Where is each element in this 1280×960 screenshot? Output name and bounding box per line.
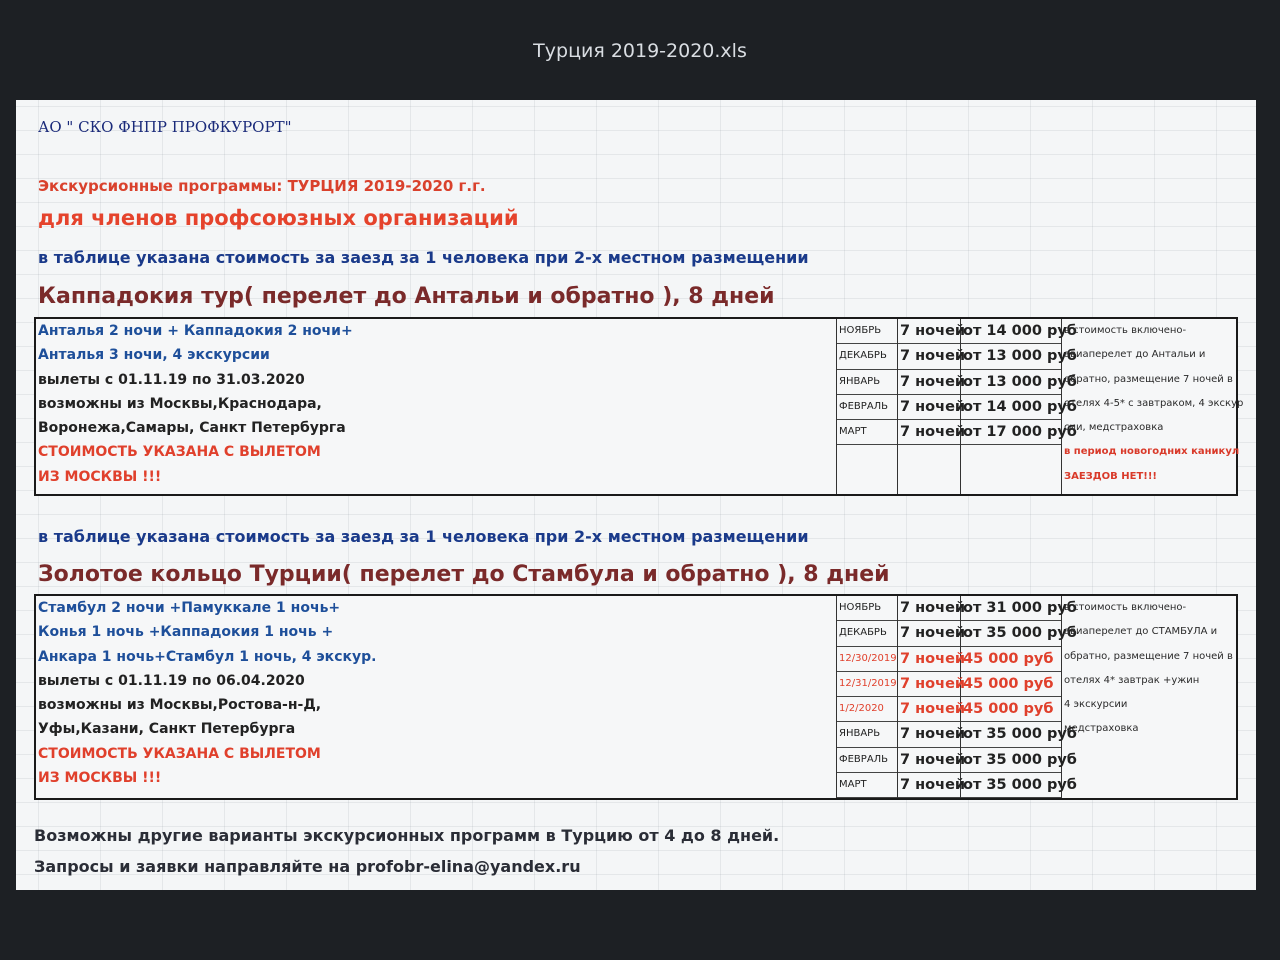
nights-value: 7 ночей	[898, 370, 960, 395]
nights-value: 7 ночей	[898, 596, 960, 621]
price-value: от 35 000 руб	[961, 722, 1061, 747]
month-column[interactable]	[837, 318, 898, 495]
tour-title: Каппадокия тур( перелет до Антальи и обратно ), 8 дней	[38, 284, 775, 309]
price-value: от 17 000 руб	[961, 420, 1061, 445]
footer-other-options: Возможны другие варианты экскурсионных программ в Турцию от 4 до 8 дней.	[34, 826, 780, 845]
empty-line	[898, 470, 960, 494]
month-label: МАРТ	[837, 420, 897, 445]
price-note: в таблице указана стоимость за заезд за 1 человека при 2-х местном размещении	[38, 248, 809, 267]
price-value: 45 000 руб	[961, 672, 1061, 697]
tour-table	[34, 317, 1244, 496]
included-cell[interactable]	[1062, 318, 1244, 495]
description-cell[interactable]	[35, 595, 837, 799]
included-line: отелях 4* завтрак +ужин	[1064, 674, 1200, 686]
month-label: ЯНВАРЬ	[837, 722, 897, 747]
empty-line	[837, 445, 897, 469]
price-value: от 13 000 руб	[961, 344, 1061, 369]
included-line: 4 экскурсии	[1064, 699, 1128, 711]
nights-value: 7 ночей	[898, 748, 960, 773]
description-line: СТОИМОСТЬ УКАЗАНА С ВЫЛЕТОМ	[38, 745, 321, 762]
month-label: ЯНВАРЬ	[837, 370, 897, 395]
description-line: Конья 1 ночь +Каппадокия 1 ночь +	[38, 624, 334, 641]
spreadsheet-view[interactable]	[16, 100, 1256, 890]
nights-value: 7 ночей	[898, 672, 960, 697]
month-label: ФЕВРАЛЬ	[837, 748, 897, 773]
month-label: МАРТ	[837, 773, 897, 798]
description-cell[interactable]	[35, 318, 837, 495]
nights-value: 7 ночей	[898, 773, 960, 798]
empty-line	[961, 470, 1061, 494]
month-label: ДЕКАБРЬ	[837, 621, 897, 646]
empty-line	[961, 445, 1061, 469]
month-label: ФЕВРАЛЬ	[837, 395, 897, 420]
price-value: от 13 000 руб	[961, 370, 1061, 395]
nights-column[interactable]	[898, 595, 966, 799]
included-line: отелях 4-5* с завтраком, 4 экскур	[1064, 397, 1244, 409]
description-line: Анталья 3 ночи, 4 экскурсии	[38, 347, 270, 364]
included-line: авиаперелет до Антальи и	[1064, 349, 1206, 361]
description-line: возможны из Москвы,Ростова-н-Д,	[38, 697, 322, 714]
description-line: Воронежа,Самары, Санкт Петербурга	[38, 420, 346, 437]
included-line: в стоимость включено-	[1064, 602, 1187, 613]
nights-column[interactable]	[898, 318, 966, 495]
nights-value: 7 ночей	[898, 697, 960, 722]
empty-line	[1062, 766, 1236, 790]
description-line: Анталья 2 ночи + Каппадокия 2 ночи+	[38, 323, 353, 339]
programs-title: Экскурсионные программы: ТУРЦИЯ 2019-2020 г.г.	[38, 177, 486, 195]
price-note: в таблице указана стоимость за заезд за 1 человека при 2-х местном размещении	[38, 527, 809, 546]
nights-value: 7 ночей	[898, 420, 960, 445]
empty-line	[898, 445, 960, 469]
month-label: 1/2/2020	[837, 697, 897, 722]
description-line: вылеты с 01.11.19 по 06.04.2020	[38, 672, 305, 689]
price-value: от 35 000 руб	[961, 748, 1061, 773]
description-line: ИЗ МОСКВЫ !!!	[38, 468, 162, 485]
month-column[interactable]	[837, 595, 898, 799]
footer-contact: Запросы и заявки направляйте на profobr-elina@yandex.ru	[34, 857, 581, 876]
month-label: ДЕКАБРЬ	[837, 344, 897, 369]
included-line: сии, медстраховка	[1064, 422, 1164, 434]
month-label: НОЯБРЬ	[837, 319, 897, 344]
price-value: 45 000 руб	[961, 697, 1061, 722]
members-heading: для членов профсоюзных организаций	[38, 206, 519, 230]
description-line: ИЗ МОСКВЫ !!!	[38, 770, 162, 787]
empty-line	[837, 470, 897, 494]
empty-line	[1062, 742, 1236, 766]
price-value: от 35 000 руб	[961, 621, 1061, 646]
month-label: 12/30/2019	[837, 647, 897, 672]
included-line: медстраховка	[1064, 723, 1139, 735]
included-line: в период новогодних каникул	[1064, 446, 1240, 458]
nights-value: 7 ночей	[898, 395, 960, 420]
price-value: от 31 000 руб	[961, 596, 1061, 621]
included-line: обратно, размещение 7 ночей в	[1064, 373, 1233, 385]
company-name: АО " СКО ФНПР ПРОФКУРОРТ"	[38, 118, 292, 136]
description-line: вылеты с 01.11.19 по 31.03.2020	[38, 371, 305, 388]
nights-value: 7 ночей	[898, 621, 960, 646]
description-line: возможны из Москвы,Краснодара,	[38, 395, 322, 412]
nights-value: 7 ночей	[898, 647, 960, 672]
nights-value: 7 ночей	[898, 344, 960, 369]
tour-title: Золотое кольцо Турции( перелет до Стамбула и обратно ), 8 дней	[38, 562, 890, 587]
description-line: СТОИМОСТЬ УКАЗАНА С ВЫЛЕТОМ	[38, 444, 321, 461]
included-cell[interactable]	[1062, 595, 1238, 799]
month-label: НОЯБРЬ	[837, 596, 897, 621]
price-value: от 14 000 руб	[961, 319, 1061, 344]
price-value: 45 000 руб	[961, 647, 1061, 672]
price-column[interactable]	[961, 595, 1077, 799]
tour-table	[34, 594, 1238, 800]
price-column[interactable]	[961, 318, 1077, 495]
window-title: Турция 2019-2020.xls	[533, 40, 747, 62]
nights-value: 7 ночей	[898, 722, 960, 747]
price-value: от 35 000 руб	[961, 773, 1061, 798]
month-label: 12/31/2019	[837, 672, 897, 697]
description-line: Стамбул 2 ночи +Памуккале 1 ночь+	[38, 600, 341, 616]
included-line: обратно, размещение 7 ночей в	[1064, 650, 1233, 662]
description-line: Уфы,Казани, Санкт Петербурга	[38, 721, 296, 738]
included-line: ЗАЕЗДОВ НЕТ!!!	[1064, 470, 1157, 482]
nights-value: 7 ночей	[898, 319, 960, 344]
included-line: в стоимость включено-	[1064, 325, 1187, 336]
description-line: Анкара 1 ночь+Стамбул 1 ночь, 4 экскур.	[38, 648, 377, 665]
included-line: авиаперелет до СТАМБУЛА и	[1064, 626, 1218, 638]
price-value: от 14 000 руб	[961, 395, 1061, 420]
